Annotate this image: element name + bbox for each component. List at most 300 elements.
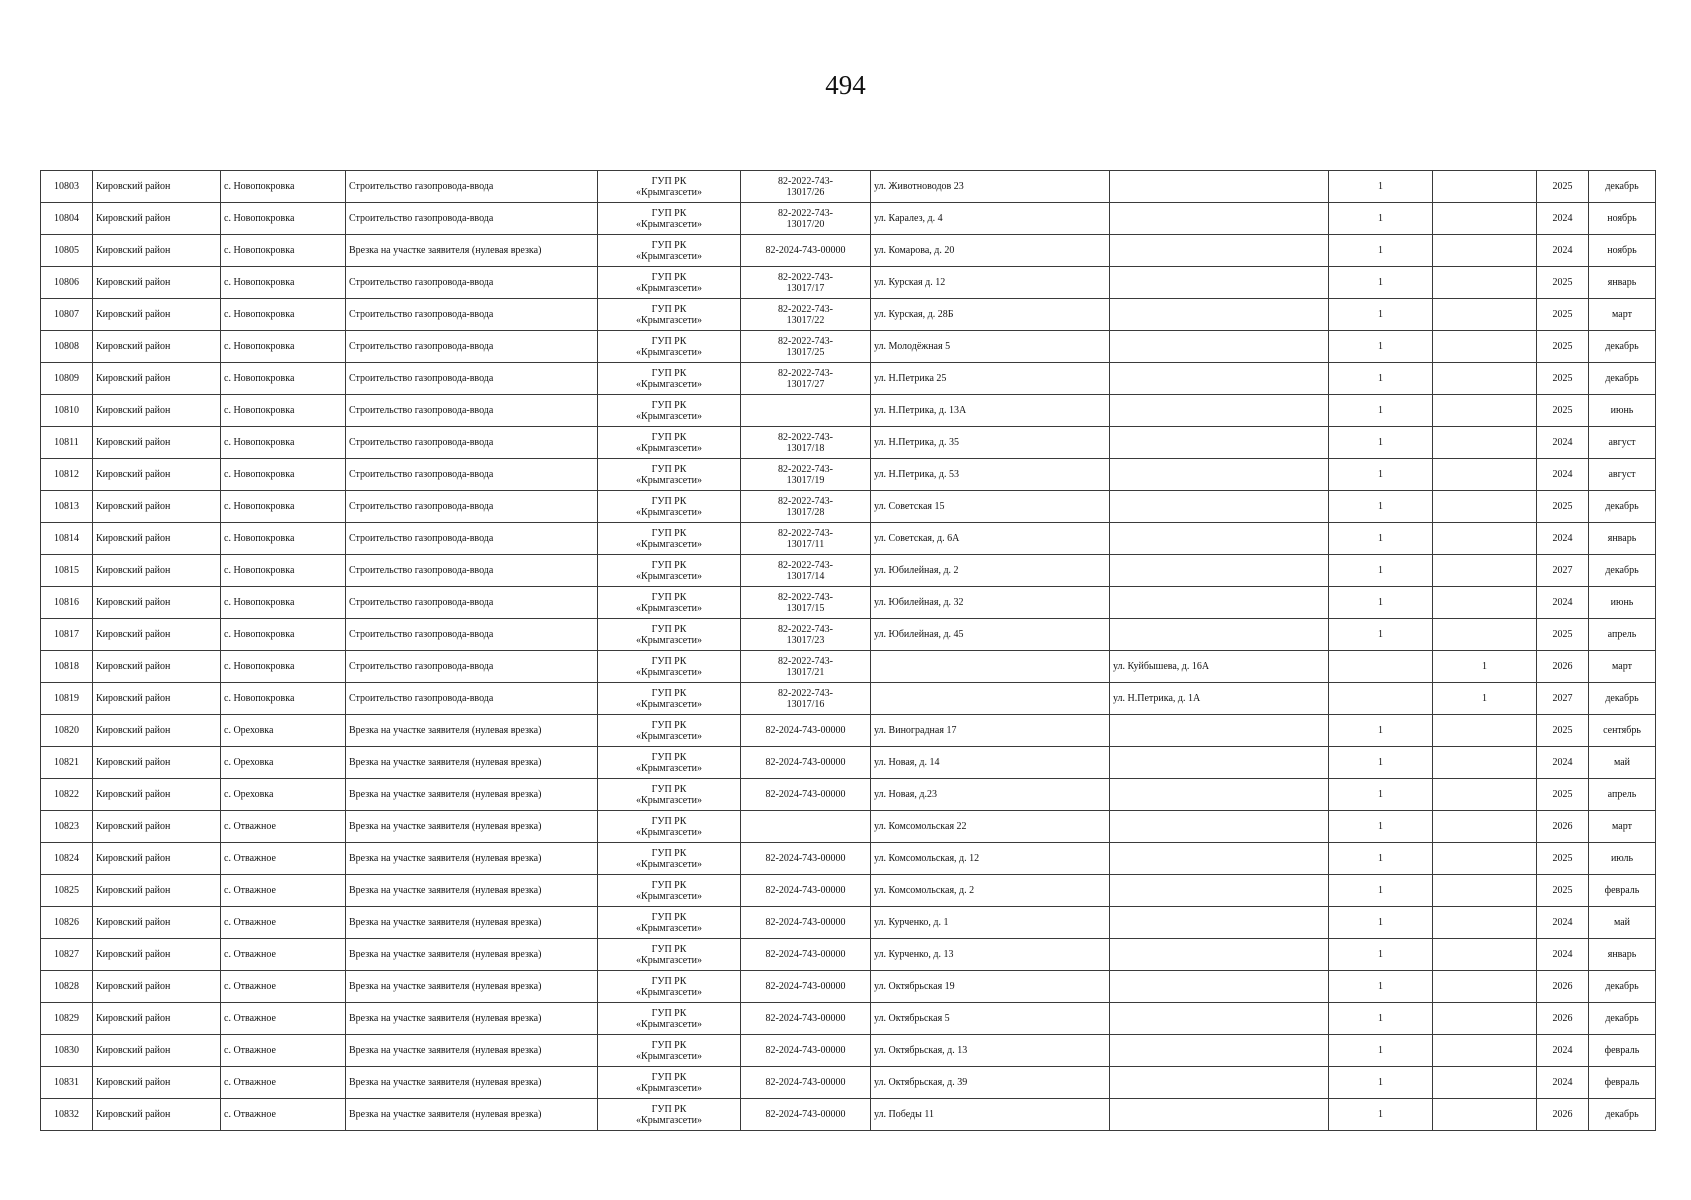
tech-condition-cell (741, 651, 871, 683)
district-cell: Кировский район (93, 651, 221, 683)
tech-condition-cell (741, 331, 871, 363)
quantity-cell: 1 (1329, 459, 1433, 491)
address-alt-cell (1110, 555, 1329, 587)
work-type-cell: Врезка на участке заявителя (нулевая врезка) (346, 1099, 598, 1131)
organization-line: «Крымгазсети» (636, 666, 702, 678)
quantity-alt-cell (1433, 907, 1537, 939)
organization-line: «Крымгазсети» (636, 922, 702, 934)
year-cell: 2024 (1537, 427, 1589, 459)
tech-condition-line: 82-2022-743- (778, 431, 833, 443)
month-cell: январь (1589, 267, 1656, 299)
work-type-cell: Строительство газопровода-ввода (346, 459, 598, 491)
address-cell: ул. Комсомольская 22 (871, 811, 1110, 843)
table-row (41, 555, 1656, 587)
quantity-cell: 1 (1329, 299, 1433, 331)
organization-line: ГУП РК (651, 1071, 687, 1083)
organization-cell (598, 779, 741, 811)
tech-condition-line: 82-2022-743- (778, 559, 833, 571)
address-cell: ул. Октябрьская, д. 39 (871, 1067, 1110, 1099)
quantity-cell: 1 (1329, 171, 1433, 203)
quantity-cell: 1 (1329, 843, 1433, 875)
address-alt-cell (1110, 235, 1329, 267)
organization-line: ГУП РК (651, 1007, 687, 1019)
address-alt-cell (1110, 363, 1329, 395)
work-type-cell: Строительство газопровода-ввода (346, 491, 598, 523)
quantity-cell: 1 (1329, 747, 1433, 779)
year-cell: 2025 (1537, 779, 1589, 811)
quantity-alt-cell (1433, 939, 1537, 971)
quantity-alt-cell (1433, 235, 1537, 267)
tech-condition-line: 13017/11 (786, 538, 825, 550)
quantity-cell: 1 (1329, 939, 1433, 971)
work-type-cell: Строительство газопровода-ввода (346, 651, 598, 683)
address-alt-cell (1110, 939, 1329, 971)
address-alt-cell (1110, 331, 1329, 363)
year-cell: 2025 (1537, 491, 1589, 523)
district-cell: Кировский район (93, 331, 221, 363)
table-row (41, 1099, 1656, 1131)
district-cell: Кировский район (93, 267, 221, 299)
village-cell: с. Новопокровка (221, 651, 346, 683)
tech-condition-cell (741, 299, 871, 331)
year-cell: 2025 (1537, 331, 1589, 363)
tech-condition-line: 82-2024-743-00000 (765, 885, 846, 896)
table-row (41, 779, 1656, 811)
tech-condition-line: 13017/16 (786, 698, 825, 710)
month-cell: ноябрь (1589, 235, 1656, 267)
tech-condition-line: 82-2024-743-00000 (765, 789, 846, 800)
organization-line: «Крымгазсети» (636, 186, 702, 198)
district-cell: Кировский район (93, 363, 221, 395)
table-row (41, 619, 1656, 651)
quantity-cell: 1 (1329, 811, 1433, 843)
year-cell: 2024 (1537, 523, 1589, 555)
tech-condition-cell (741, 171, 871, 203)
district-cell: Кировский район (93, 587, 221, 619)
year-cell: 2025 (1537, 715, 1589, 747)
address-cell: ул. Октябрьская, д. 13 (871, 1035, 1110, 1067)
table-row (41, 1003, 1656, 1035)
quantity-cell: 1 (1329, 395, 1433, 427)
quantity-alt-cell (1433, 491, 1537, 523)
tech-condition-cell (741, 1035, 871, 1067)
organization-line: «Крымгазсети» (636, 602, 702, 614)
row-number: 10811 (41, 427, 93, 459)
address-cell: ул. Молодёжная 5 (871, 331, 1110, 363)
organization-cell (598, 491, 741, 523)
table-row (41, 683, 1656, 715)
district-cell: Кировский район (93, 747, 221, 779)
tech-condition-line: 82-2024-743-00000 (765, 917, 846, 928)
row-number: 10823 (41, 811, 93, 843)
district-cell: Кировский район (93, 171, 221, 203)
table-row (41, 715, 1656, 747)
work-type-cell: Врезка на участке заявителя (нулевая врезка) (346, 939, 598, 971)
work-type-cell: Строительство газопровода-ввода (346, 203, 598, 235)
organization-cell (598, 715, 741, 747)
tech-condition-line: 13017/28 (786, 506, 825, 518)
address-cell: ул. Победы 11 (871, 1099, 1110, 1131)
address-alt-cell (1110, 1067, 1329, 1099)
organization-cell (598, 235, 741, 267)
tech-condition-cell (741, 939, 871, 971)
month-cell: июнь (1589, 587, 1656, 619)
quantity-cell: 1 (1329, 491, 1433, 523)
tech-condition-line: 82-2022-743- (778, 463, 833, 475)
month-cell: август (1589, 427, 1656, 459)
month-cell: ноябрь (1589, 203, 1656, 235)
table-row (41, 587, 1656, 619)
quantity-alt-cell (1433, 1067, 1537, 1099)
address-alt-cell (1110, 427, 1329, 459)
organization-line: «Крымгазсети» (636, 826, 702, 838)
quantity-alt-cell (1433, 747, 1537, 779)
work-type-cell: Строительство газопровода-ввода (346, 427, 598, 459)
address-cell (871, 651, 1110, 683)
year-cell: 2026 (1537, 971, 1589, 1003)
organization-cell (598, 971, 741, 1003)
address-alt-cell (1110, 811, 1329, 843)
organization-line: ГУП РК (651, 495, 687, 507)
quantity-alt-cell (1433, 779, 1537, 811)
tech-condition-cell (741, 523, 871, 555)
work-type-cell: Врезка на участке заявителя (нулевая врезка) (346, 715, 598, 747)
organization-line: ГУП РК (651, 911, 687, 923)
organization-line: «Крымгазсети» (636, 378, 702, 390)
organization-line: ГУП РК (651, 303, 687, 315)
work-type-cell: Строительство газопровода-ввода (346, 331, 598, 363)
month-cell: декабрь (1589, 683, 1656, 715)
organization-line: «Крымгазсети» (636, 218, 702, 230)
tech-condition-line: 82-2022-743- (778, 687, 833, 699)
quantity-alt-cell (1433, 1035, 1537, 1067)
tech-condition-cell (741, 491, 871, 523)
table-row (41, 331, 1656, 363)
work-type-cell: Врезка на участке заявителя (нулевая врезка) (346, 779, 598, 811)
organization-cell (598, 203, 741, 235)
table-row (41, 267, 1656, 299)
quantity-alt-cell (1433, 203, 1537, 235)
work-type-cell: Строительство газопровода-ввода (346, 587, 598, 619)
village-cell: с. Новопокровка (221, 267, 346, 299)
work-type-cell: Врезка на участке заявителя (нулевая врезка) (346, 747, 598, 779)
organization-cell (598, 939, 741, 971)
organization-line: ГУП РК (651, 623, 687, 635)
row-number: 10830 (41, 1035, 93, 1067)
month-cell: март (1589, 651, 1656, 683)
tech-condition-line: 82-2022-743- (778, 175, 833, 187)
district-cell: Кировский район (93, 939, 221, 971)
organization-cell (598, 1003, 741, 1035)
organization-cell (598, 875, 741, 907)
district-cell: Кировский район (93, 779, 221, 811)
village-cell: с. Отважное (221, 939, 346, 971)
quantity-cell: 1 (1329, 1099, 1433, 1131)
table-row (41, 491, 1656, 523)
village-cell: с. Новопокровка (221, 523, 346, 555)
month-cell: февраль (1589, 1035, 1656, 1067)
tech-condition-cell (741, 363, 871, 395)
village-cell: с. Ореховка (221, 779, 346, 811)
village-cell: с. Новопокровка (221, 331, 346, 363)
organization-line: ГУП РК (651, 527, 687, 539)
organization-line: ГУП РК (651, 367, 687, 379)
month-cell: декабрь (1589, 1003, 1656, 1035)
month-cell: декабрь (1589, 171, 1656, 203)
organization-line: «Крымгазсети» (636, 794, 702, 806)
year-cell: 2027 (1537, 683, 1589, 715)
organization-line: «Крымгазсети» (636, 1082, 702, 1094)
table-row (41, 235, 1656, 267)
address-cell: ул. Юбилейная, д. 2 (871, 555, 1110, 587)
village-cell: с. Новопокровка (221, 363, 346, 395)
quantity-alt-cell (1433, 299, 1537, 331)
quantity-cell: 1 (1329, 907, 1433, 939)
quantity-cell (1329, 651, 1433, 683)
work-type-cell: Строительство газопровода-ввода (346, 267, 598, 299)
row-number: 10819 (41, 683, 93, 715)
month-cell: декабрь (1589, 491, 1656, 523)
table-row (41, 395, 1656, 427)
work-type-cell: Врезка на участке заявителя (нулевая врезка) (346, 843, 598, 875)
organization-line: «Крымгазсети» (636, 474, 702, 486)
organization-line: ГУП РК (651, 591, 687, 603)
row-number: 10826 (41, 907, 93, 939)
tech-condition-line: 82-2022-743- (778, 527, 833, 539)
village-cell: с. Новопокровка (221, 235, 346, 267)
tech-condition-line: 13017/25 (786, 346, 825, 358)
work-type-cell: Строительство газопровода-ввода (346, 363, 598, 395)
district-cell: Кировский район (93, 299, 221, 331)
address-alt-cell (1110, 587, 1329, 619)
row-number: 10817 (41, 619, 93, 651)
row-number: 10812 (41, 459, 93, 491)
month-cell: декабрь (1589, 363, 1656, 395)
address-cell: ул. Советская 15 (871, 491, 1110, 523)
district-cell: Кировский район (93, 235, 221, 267)
tech-condition-cell (741, 875, 871, 907)
organization-line: «Крымгазсети» (636, 954, 702, 966)
year-cell: 2025 (1537, 363, 1589, 395)
year-cell: 2026 (1537, 1003, 1589, 1035)
year-cell: 2024 (1537, 939, 1589, 971)
tech-condition-cell (741, 395, 871, 427)
village-cell: с. Новопокровка (221, 491, 346, 523)
tech-condition-cell (741, 715, 871, 747)
district-cell: Кировский район (93, 811, 221, 843)
month-cell: январь (1589, 523, 1656, 555)
address-alt-cell (1110, 619, 1329, 651)
organization-line: ГУП РК (651, 239, 687, 251)
work-type-cell: Врезка на участке заявителя (нулевая врезка) (346, 1067, 598, 1099)
year-cell: 2024 (1537, 907, 1589, 939)
work-type-cell: Строительство газопровода-ввода (346, 395, 598, 427)
organization-cell (598, 363, 741, 395)
month-cell: декабрь (1589, 1099, 1656, 1131)
tech-condition-line: 13017/22 (786, 314, 825, 326)
address-cell: ул. Курская д. 12 (871, 267, 1110, 299)
quantity-cell: 1 (1329, 875, 1433, 907)
work-type-cell: Врезка на участке заявителя (нулевая врезка) (346, 1035, 598, 1067)
month-cell: декабрь (1589, 971, 1656, 1003)
address-alt-cell (1110, 843, 1329, 875)
address-alt-cell (1110, 395, 1329, 427)
row-number: 10818 (41, 651, 93, 683)
tech-condition-line: 13017/15 (786, 602, 825, 614)
district-cell: Кировский район (93, 619, 221, 651)
quantity-cell: 1 (1329, 331, 1433, 363)
month-cell: апрель (1589, 779, 1656, 811)
table-row (41, 203, 1656, 235)
organization-line: «Крымгазсети» (636, 282, 702, 294)
quantity-cell: 1 (1329, 203, 1433, 235)
organization-line: «Крымгазсети» (636, 314, 702, 326)
quantity-alt-cell (1433, 395, 1537, 427)
tech-condition-line: 13017/21 (786, 666, 825, 678)
row-number: 10825 (41, 875, 93, 907)
row-number: 10805 (41, 235, 93, 267)
organization-line: ГУП РК (651, 463, 687, 475)
table-row (41, 1035, 1656, 1067)
village-cell: с. Новопокровка (221, 683, 346, 715)
organization-cell (598, 1067, 741, 1099)
table-row (41, 875, 1656, 907)
year-cell: 2025 (1537, 619, 1589, 651)
organization-line: ГУП РК (651, 847, 687, 859)
village-cell: с. Новопокровка (221, 299, 346, 331)
tech-condition-line: 82-2022-743- (778, 623, 833, 635)
quantity-cell: 1 (1329, 1035, 1433, 1067)
row-number: 10808 (41, 331, 93, 363)
village-cell: с. Новопокровка (221, 587, 346, 619)
organization-line: ГУП РК (651, 943, 687, 955)
year-cell: 2025 (1537, 299, 1589, 331)
quantity-cell: 1 (1329, 587, 1433, 619)
address-cell: ул. Н.Петрика 25 (871, 363, 1110, 395)
district-cell: Кировский район (93, 555, 221, 587)
tech-condition-line: 13017/17 (786, 282, 825, 294)
year-cell: 2026 (1537, 1099, 1589, 1131)
tech-condition-cell (741, 843, 871, 875)
quantity-alt-cell (1433, 1003, 1537, 1035)
quantity-cell: 1 (1329, 523, 1433, 555)
tech-condition-line: 13017/19 (786, 474, 825, 486)
organization-line: ГУП РК (651, 719, 687, 731)
tech-condition-line: 82-2024-743-00000 (765, 1109, 846, 1120)
organization-cell (598, 587, 741, 619)
tech-condition-line: 82-2024-743-00000 (765, 1077, 846, 1088)
tech-condition-cell (741, 459, 871, 491)
table-row (41, 299, 1656, 331)
organization-cell (598, 619, 741, 651)
address-alt-cell (1110, 907, 1329, 939)
table-row (41, 651, 1656, 683)
organization-line: «Крымгазсети» (636, 1050, 702, 1062)
address-cell: ул. Курченко, д. 13 (871, 939, 1110, 971)
tech-condition-line: 82-2024-743-00000 (765, 981, 846, 992)
village-cell: с. Отважное (221, 907, 346, 939)
tech-condition-line: 82-2022-743- (778, 271, 833, 283)
year-cell: 2024 (1537, 1067, 1589, 1099)
quantity-alt-cell (1433, 715, 1537, 747)
quantity-cell (1329, 683, 1433, 715)
address-cell: ул. Н.Петрика, д. 13А (871, 395, 1110, 427)
organization-line: ГУП РК (651, 1039, 687, 1051)
address-alt-cell (1110, 523, 1329, 555)
tech-condition-cell (741, 1099, 871, 1131)
quantity-cell: 1 (1329, 1003, 1433, 1035)
row-number: 10829 (41, 1003, 93, 1035)
organization-line: «Крымгазсети» (636, 858, 702, 870)
address-cell: ул. Курченко, д. 1 (871, 907, 1110, 939)
quantity-cell: 1 (1329, 427, 1433, 459)
quantity-cell: 1 (1329, 363, 1433, 395)
row-number: 10816 (41, 587, 93, 619)
tech-condition-line: 82-2024-743-00000 (765, 757, 846, 768)
address-alt-cell (1110, 1003, 1329, 1035)
organization-cell (598, 811, 741, 843)
village-cell: с. Ореховка (221, 715, 346, 747)
month-cell: март (1589, 299, 1656, 331)
tech-condition-cell (741, 619, 871, 651)
organization-cell (598, 1099, 741, 1131)
work-type-cell: Строительство газопровода-ввода (346, 299, 598, 331)
address-cell: ул. Курская, д. 28Б (871, 299, 1110, 331)
village-cell: с. Новопокровка (221, 619, 346, 651)
tech-condition-cell (741, 1003, 871, 1035)
organization-line: ГУП РК (651, 975, 687, 987)
address-cell: ул. Советская, д. 6А (871, 523, 1110, 555)
year-cell: 2024 (1537, 1035, 1589, 1067)
quantity-cell: 1 (1329, 555, 1433, 587)
organization-line: «Крымгазсети» (636, 570, 702, 582)
quantity-alt-cell (1433, 875, 1537, 907)
tech-condition-line: 82-2022-743- (778, 207, 833, 219)
quantity-alt-cell: 1 (1433, 683, 1537, 715)
table-row (41, 747, 1656, 779)
village-cell: с. Отважное (221, 875, 346, 907)
year-cell: 2026 (1537, 811, 1589, 843)
organization-cell (598, 683, 741, 715)
address-alt-cell (1110, 779, 1329, 811)
organization-line: «Крымгазсети» (636, 538, 702, 550)
work-type-cell: Врезка на участке заявителя (нулевая врезка) (346, 235, 598, 267)
address-alt-cell: ул. Куйбышева, д. 16А (1110, 651, 1329, 683)
year-cell: 2025 (1537, 171, 1589, 203)
row-number: 10809 (41, 363, 93, 395)
organization-cell (598, 747, 741, 779)
organization-line: «Крымгазсети» (636, 698, 702, 710)
district-cell: Кировский район (93, 459, 221, 491)
table-row (41, 971, 1656, 1003)
district-cell: Кировский район (93, 971, 221, 1003)
village-cell: с. Отважное (221, 1067, 346, 1099)
quantity-cell: 1 (1329, 779, 1433, 811)
row-number: 10831 (41, 1067, 93, 1099)
row-number: 10820 (41, 715, 93, 747)
tech-condition-line: 82-2022-743- (778, 303, 833, 315)
address-cell: ул. Новая, д. 14 (871, 747, 1110, 779)
tech-condition-line: 82-2024-743-00000 (765, 1013, 846, 1024)
table-row (41, 939, 1656, 971)
village-cell: с. Новопокровка (221, 427, 346, 459)
organization-line: «Крымгазсети» (636, 442, 702, 454)
tech-condition-cell (741, 1067, 871, 1099)
organization-line: ГУП РК (651, 207, 687, 219)
quantity-cell: 1 (1329, 235, 1433, 267)
address-alt-cell (1110, 875, 1329, 907)
tech-condition-line: 82-2022-743- (778, 591, 833, 603)
